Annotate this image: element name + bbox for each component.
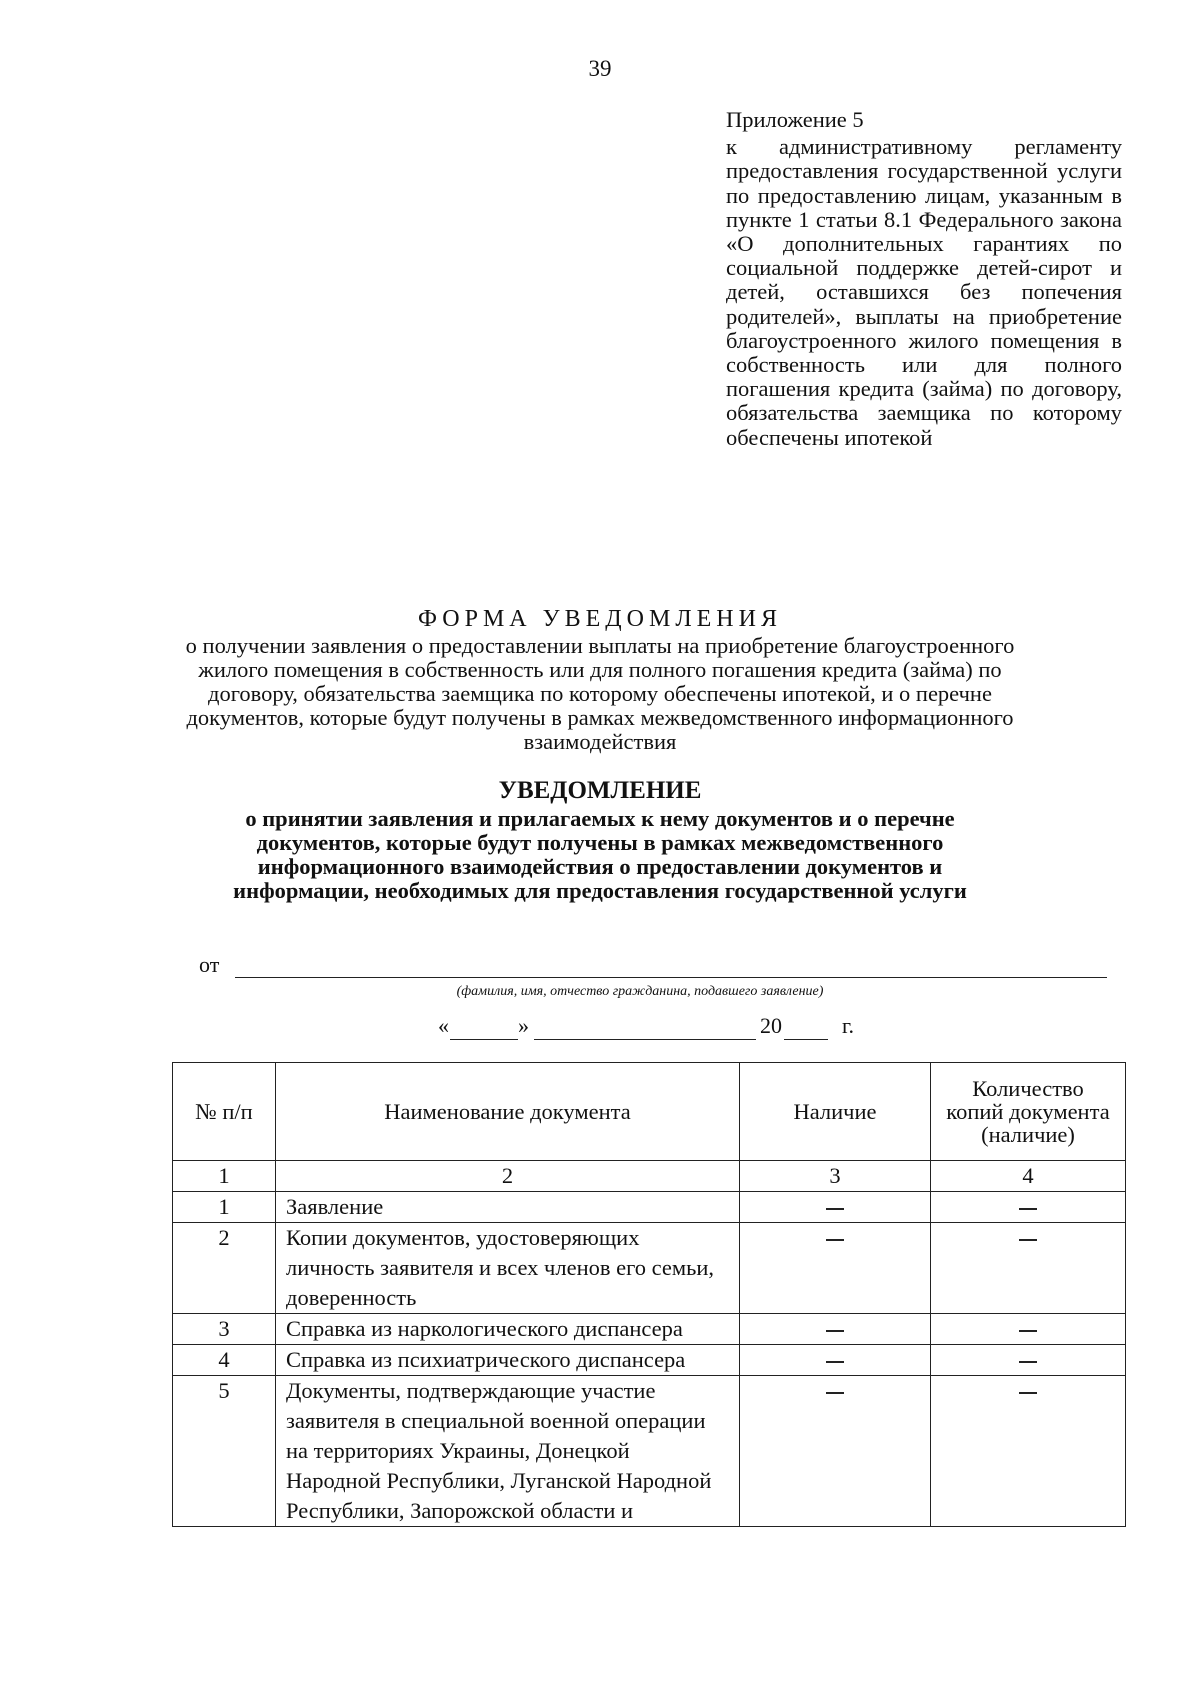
table-row [173,1376,1126,1527]
copies-cell [931,1314,1126,1345]
table-header-row [173,1063,1126,1161]
document-name: Справка из психиатрического диспансера [276,1345,740,1376]
table-row [173,1192,1126,1223]
form-subtitle: о получении заявления о предоставлении выплаты на приобретение благоустроенного жилого помещения в собственность или для полного погашения кредита (займа) по договору, обязательства заемщика по которому обеспечены ипотекой, и о перечне документов, которые будут получены в рамках межведомственного информационного взаимодействия [185,633,1015,754]
row-number: 5 [173,1376,276,1527]
date-year-blank [784,1039,828,1040]
document-name: Справка из наркологического диспансера [276,1314,740,1345]
page-number: 39 [588,56,612,81]
dash-mark [826,1392,844,1394]
appendix-block [726,108,1122,450]
date-close-quote: » [518,1013,529,1038]
dash-mark [826,1330,844,1332]
dash-mark [1019,1330,1037,1332]
column-numbers-row [173,1161,1126,1192]
row-number: 1 [173,1192,276,1223]
copies-cell [931,1223,1126,1314]
date-month-blank [534,1039,756,1040]
copies-cell [931,1345,1126,1376]
table-row [173,1314,1126,1345]
column-number: 3 [740,1161,931,1192]
availability-cell [740,1223,931,1314]
header-number: № п/п [173,1063,276,1161]
row-number: 2 [173,1223,276,1314]
date-open-quote: « [438,1013,449,1038]
row-number: 3 [173,1314,276,1345]
availability-cell [740,1376,931,1527]
date-field [438,1013,878,1043]
column-number: 1 [173,1161,276,1192]
notice-title: УВЕДОМЛЕНИЕ [498,777,702,804]
date-year-prefix: 20 [760,1013,782,1038]
document-name: Копии документов, удостоверяющих личность заявителя и всех членов его семьи, доверенность [276,1223,740,1314]
header-copies: Количество копий документа (наличие) [931,1063,1126,1161]
documents-table [172,1062,1126,1527]
form-heading: ФОРМА УВЕДОМЛЕНИЯ [418,606,782,632]
table-row [173,1345,1126,1376]
header-availability: Наличие [740,1063,931,1161]
availability-cell [740,1345,931,1376]
availability-cell [740,1192,931,1223]
appendix-text: к административному регламенту предоставления государственной услуги по предоставлению лицам, указанным в пункте 1 статьи 8.1 Федерального закона «О дополнительных гарантиях по социальной поддержке детей-сирот и детей, оставшихся без попечения родителей», выплаты на приобретение благоустроенного жилого помещения в собственность или для полного погашения кредита (займа) по договору, обязательства заемщика по которому обеспечены ипотекой [726,134,1122,450]
column-number: 2 [276,1161,740,1192]
copies-cell [931,1376,1126,1527]
document-name: Заявление [276,1192,740,1223]
dash-mark [1019,1392,1037,1394]
dash-mark [826,1239,844,1241]
notice-subtitle: о принятии заявления и прилагаемых к нему документов и о перечне документов, которые будут получены в рамках межведомственного информационного взаимодействия о предоставлении документов и информации, необходимых для предоставления государственной услуги [233,806,967,903]
from-label: от [199,952,220,977]
date-year-suffix: г. [842,1013,855,1038]
from-field-hint: (фамилия, имя, отчество гражданина, подавшего заявление) [456,984,824,999]
from-field [199,952,1107,982]
dash-mark [1019,1239,1037,1241]
table-row [173,1223,1126,1314]
document-name: Документы, подтверждающие участие заявителя в специальной военной операции на территориях Украины, Донецкой Народной Республики, Луганской Народной Республики, Запорожской области и [276,1376,740,1527]
row-number: 4 [173,1345,276,1376]
date-day-blank [450,1039,518,1040]
availability-cell [740,1314,931,1345]
header-document-name: Наименование документа [276,1063,740,1161]
dash-mark [1019,1208,1037,1210]
dash-mark [826,1361,844,1363]
appendix-title: Приложение 5 [726,107,864,132]
column-number: 4 [931,1161,1126,1192]
from-blank-line [235,977,1107,978]
dash-mark [1019,1361,1037,1363]
dash-mark [826,1208,844,1210]
copies-cell [931,1192,1126,1223]
